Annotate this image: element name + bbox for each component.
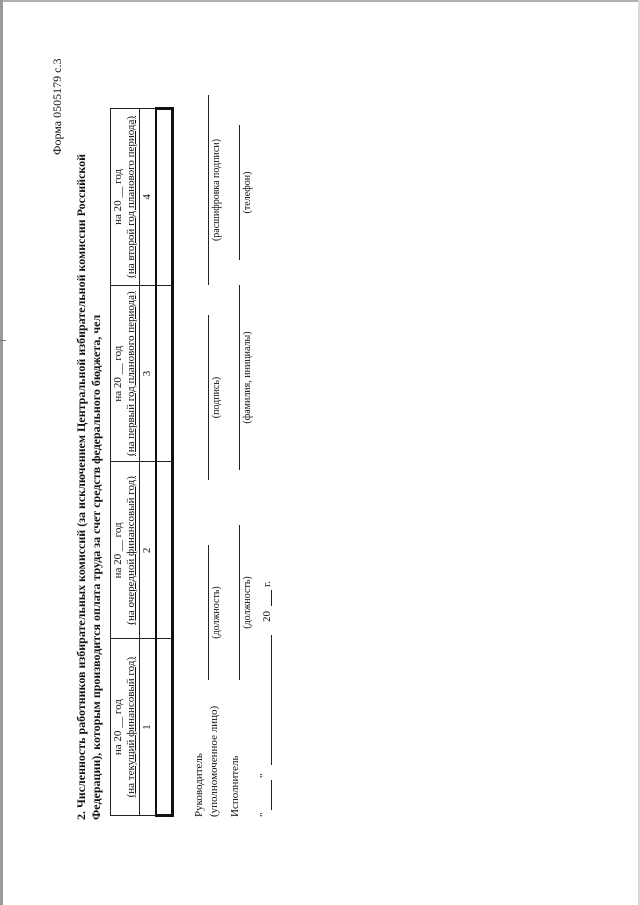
executor-position-line[interactable] (239, 525, 240, 680)
column-number: 4 (140, 109, 157, 286)
head-signature-caption: (подпись) (211, 376, 222, 419)
date-quote-open: " (258, 812, 270, 817)
header-period-label: (на текущий финансовый год) (125, 656, 137, 798)
head-label-authorized: (уполномоченное лицо) (208, 705, 220, 817)
header-cell-plan-year-2 (111, 109, 140, 286)
executor-position-caption: (должность) (242, 576, 253, 629)
column-number: 1 (140, 639, 157, 816)
form-sheet (40, 40, 640, 860)
head-decoding-line[interactable] (208, 95, 209, 285)
date-year-suffix: г. (261, 580, 273, 587)
head-label: Руководитель (193, 753, 205, 817)
scan-edge-left (0, 0, 3, 905)
executor-phone-caption: (телефон) (242, 171, 253, 214)
header-year-label: на 20 __ год (112, 168, 124, 225)
date-year-prefix: 20 (261, 611, 273, 622)
header-period-label: (на второй год планового периода) (125, 115, 137, 278)
header-year-label: на 20 __ год (112, 522, 124, 579)
header-cell-plan-year-1 (111, 285, 140, 462)
header-cell-next-year (111, 462, 140, 639)
column-number: 3 (140, 285, 157, 462)
form-number: Форма 0505179 с.3 (50, 58, 64, 155)
head-position-caption: (должность) (211, 586, 222, 639)
table-header-row (111, 109, 140, 816)
header-period-label: (на первый год планового периода) (125, 291, 137, 456)
column-number: 2 (140, 462, 157, 639)
executor-label: Исполнитель (229, 755, 241, 817)
executor-name-line[interactable] (239, 285, 240, 470)
scan-edge-top (0, 0, 640, 2)
date-day-line[interactable] (271, 780, 272, 810)
header-period-label: (на очередной финансовый год) (125, 476, 137, 625)
entry-cell-next-year[interactable] (156, 462, 173, 639)
entry-cell-current-year[interactable] (156, 639, 173, 816)
header-cell-current-year (111, 639, 140, 816)
head-decoding-caption: (расшифровка подписи) (211, 138, 222, 242)
column-number-row (140, 109, 157, 816)
entry-cell-plan-year-1[interactable] (156, 285, 173, 462)
executor-name-caption: (фамилия, инициалы) (242, 331, 253, 424)
header-year-label: на 20 __ год (112, 345, 124, 402)
executor-phone-line[interactable] (239, 125, 240, 260)
date-quote-close: " (258, 773, 270, 778)
date-month-line[interactable] (271, 635, 272, 765)
head-signature-line[interactable] (208, 315, 209, 480)
scan-edge-mark (0, 340, 6, 341)
headcount-table (110, 107, 174, 817)
entry-cell-plan-year-2[interactable] (156, 109, 173, 286)
head-position-line[interactable] (208, 545, 209, 680)
section-heading: 2. Численность работников избирательных комиссий (за исключением Центральной избирательной комиссии Российской Федерации), которым производится оплата труда за счет средств федерального бюджета, чел (74, 153, 103, 820)
header-year-label: на 20 __ год (112, 699, 124, 756)
entry-row (156, 109, 173, 816)
date-year-line[interactable] (271, 590, 272, 606)
